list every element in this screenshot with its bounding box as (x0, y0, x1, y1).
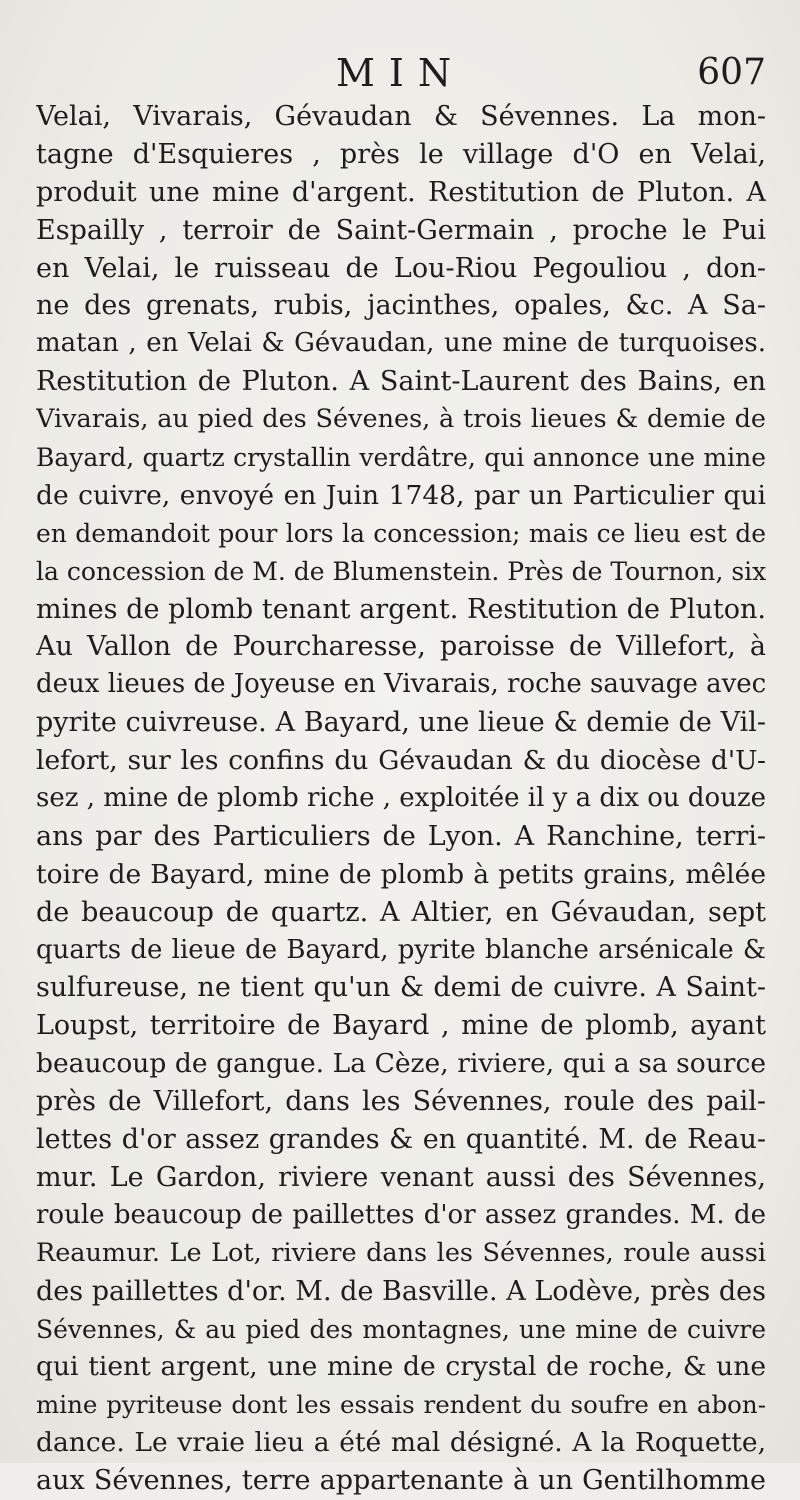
text-line: aux Sévennes, terre appartenante à un Gentilhomme (36, 1465, 766, 1497)
running-head: MIN (336, 51, 466, 95)
text-line: roule beaucoup de paillettes d'or assez grandes. M. de (36, 1199, 766, 1230)
page-number: 607 (697, 52, 766, 93)
text-line: lettes d'or assez grandes & en quantité. M. de Reau- (36, 1124, 766, 1156)
text-line: Reaumur. Le Lot, riviere dans les Sévennes, roule aussi (36, 1237, 766, 1268)
text-line: des paillettes d'or. M. de Basville. A Lodève, près des (36, 1275, 766, 1307)
text-line: mine pyriteuse dont les essais rendent du soufre en abon- (36, 1390, 766, 1420)
text-line: Bayard, quartz crystallin verdâtre, qui annonce une mine (36, 443, 766, 473)
text-line: en Velai, le ruisseau de Lou-Riou Pegouliou , don- (36, 252, 766, 284)
text-line: mur. Le Gardon, riviere venant aussi des Sévennes, (36, 1161, 766, 1193)
text-line: sulfureuse, ne tient qu'un & demi de cuivre. A Saint- (36, 972, 766, 1004)
text-line: Sévennes, & au pied des montagnes, une mine de cuivre (36, 1314, 766, 1344)
text-line: ans par des Particuliers de Lyon. A Ranchine, terri- (36, 820, 766, 852)
text-line: sez , mine de plomb riche , exploitée il y a dix ou douze (36, 783, 766, 814)
text-line: Au Vallon de Pourcharesse, paroisse de Villefort, à (36, 631, 766, 663)
text-line: quarts de lieue de Bayard, pyrite blanche arsénicale & (36, 934, 766, 965)
text-line: matan , en Velai & Gévaudan, une mine de turquoises. (36, 328, 766, 359)
text-line: deux lieues de Joyeuse en Vivarais, roche sauvage avec (36, 669, 766, 700)
text-line: lefort, sur les confins du Gévaudan & du diocèse d'U- (36, 745, 766, 777)
page-header (0, 48, 800, 98)
text-line: tagne d'Esquieres , près le village d'O en Velai, (36, 138, 766, 170)
text-line: Espailly , terroir de Saint-Germain , proche le Pui (36, 214, 766, 246)
text-line: Vivarais, au pied des Sévenes, à trois lieues & demie de (36, 404, 766, 435)
text-line: ne des grenats, rubis, jacinthes, opales, &c. A Sa- (36, 290, 766, 322)
text-line: près de Villefort, dans les Sévennes, roule des pail- (36, 1086, 766, 1118)
text-line: de cuivre, envoyé en Juin 1748, par un Particulier qui (36, 479, 766, 511)
text-line: dance. Le vraie lieu a été mal désigné. A la Roquette, (36, 1427, 766, 1459)
body-text (36, 98, 766, 1500)
text-line: mines de plomb tenant argent. Restitution de Pluton. (36, 593, 766, 625)
text-line: qui tient argent, une mine de crystal de roche, & une (36, 1351, 766, 1383)
text-line: Velai, Vivarais, Gévaudan & Sévennes. La mon- (36, 101, 766, 132)
text-line: toire de Bayard, mine de plomb à petits grains, mêlée (36, 858, 766, 890)
text-line: de beaucoup de quartz. A Altier, en Gévaudan, sept (36, 896, 766, 928)
text-line: Restitution de Pluton. A Saint-Laurent des Bains, en (36, 366, 766, 398)
text-line: Loupst, territoire de Bayard , mine de plomb, ayant (36, 1010, 766, 1042)
text-line: la concession de M. de Blumenstein. Près de Tournon, six (36, 556, 766, 586)
text-line: pyrite cuivreuse. A Bayard, une lieue & demie de Vil- (36, 707, 766, 739)
text-line: beaucoup de gangue. La Cèze, riviere, qui a sa source (36, 1048, 766, 1080)
text-line: en demandoit pour lors la concession; mais ce lieu est de (36, 518, 766, 548)
text-line: produit une mine d'argent. Restitution de Pluton. A (36, 176, 766, 208)
